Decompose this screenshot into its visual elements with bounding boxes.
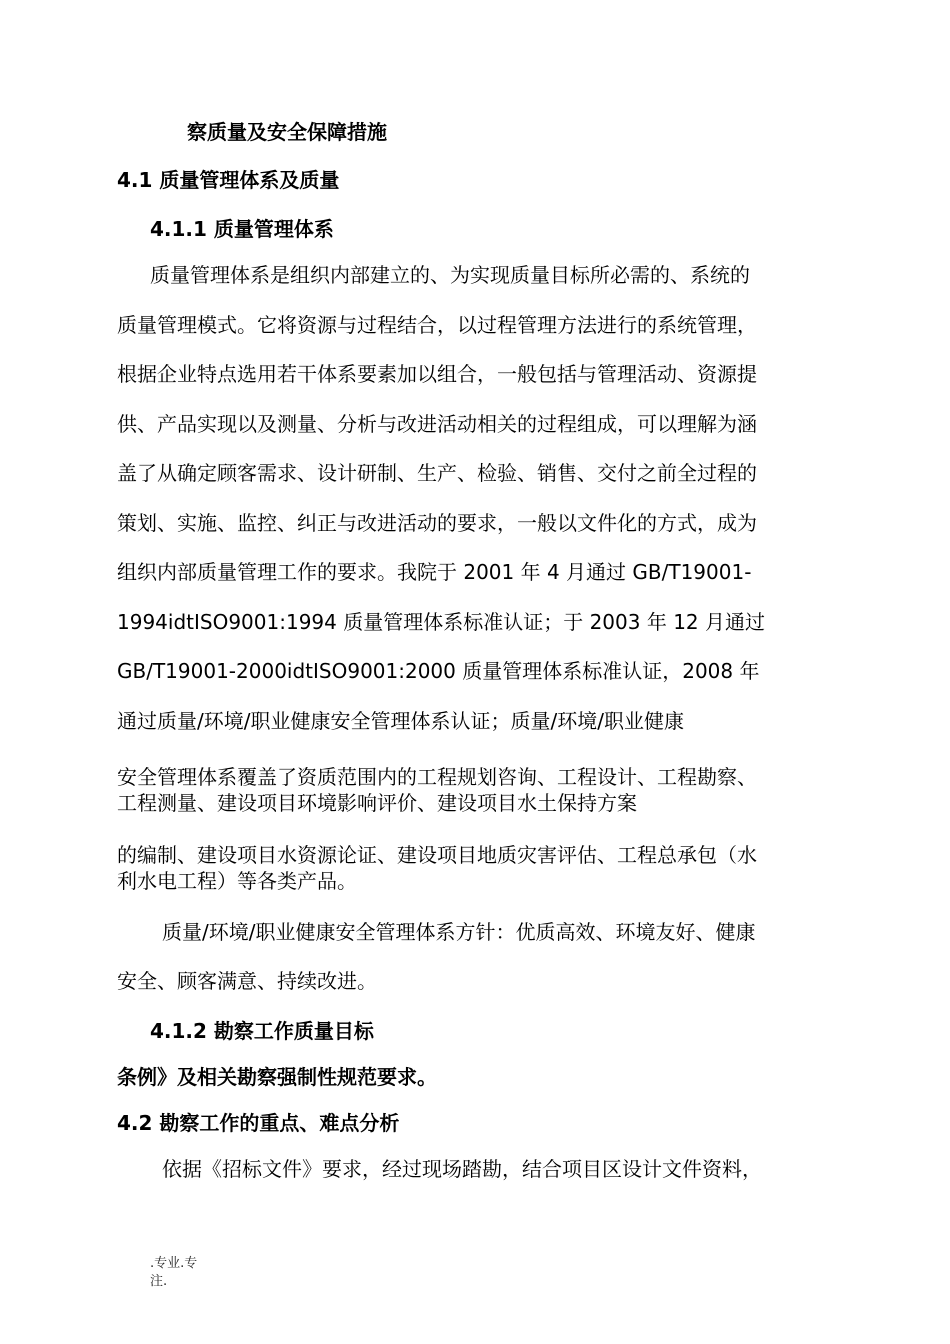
footer-line: 注. [150,1274,168,1289]
paragraph-line: 安全管理体系覆盖了资质范围内的工程规划咨询、工程设计、工程勘察、 [117,765,757,789]
paragraph-line: 利水电工程）等各类产品。 [117,869,357,893]
paragraph-line: 依据《招标文件》要求，经过现场踏勘，结合项目区设计文件资料， [162,1157,762,1181]
footer-line: .专业.专 [150,1256,198,1271]
paragraph-line: 工程测量、建设项目环境影响评价、建设项目水土保持方案 [117,791,637,815]
paragraph-line: 组织内部质量管理工作的要求。我院于 2001 年 4 月通过 GB/T19001- [117,560,752,584]
policy-line: 质量/环境/职业健康安全管理体系方针：优质高效、环境友好、健康 [162,920,756,944]
paragraph-line: 质量管理模式。它将资源与过程结合，以过程管理方法进行的系统管理， [117,313,757,337]
paragraph-line: 供、产品实现以及测量、分析与改进活动相关的过程组成，可以理解为涵 [117,412,757,436]
policy-line: 安全、顾客满意、持续改进。 [117,969,377,993]
heading-4-2: 4.2 勘察工作的重点、难点分析 [117,1111,400,1135]
heading-4-1-1: 4.1.1 质量管理体系 [150,217,334,241]
paragraph-line: 通过质量/环境/职业健康安全管理体系认证；质量/环境/职业健康 [117,709,684,733]
paragraph-line: 盖了从确定顾客需求、设计研制、生产、检验、销售、交付之前全过程的 [117,461,757,485]
paragraph-line: GB/T19001-2000idtISO9001:2000 质量管理体系标准认证，2008 年 [117,659,760,683]
heading-4-1: 4.1 质量管理体系及质量 [117,168,340,192]
paragraph-line: 质量管理体系是组织内部建立的、为实现质量目标所必需的、系统的 [150,263,750,287]
bold-fragment: 条例》及相关勘察强制性规范要求。 [117,1065,437,1089]
paragraph-line: 策划、实施、监控、纠正与改进活动的要求，一般以文件化的方式，成为 [117,511,757,535]
page-footer [150,1255,220,1291]
paragraph-line: 根据企业特点选用若干体系要素加以组合，一般包括与管理活动、资源提 [117,362,757,386]
paragraph-line: 的编制、建设项目水资源论证、建设项目地质灾害评估、工程总承包（水 [117,843,757,867]
paragraph-line: 1994idtISO9001:1994 质量管理体系标准认证；于 2003 年 12 月通过 [117,610,765,634]
heading-4-1-2: 4.1.2 勘察工作质量目标 [150,1019,374,1043]
section-title: 察质量及安全保障措施 [187,120,387,144]
